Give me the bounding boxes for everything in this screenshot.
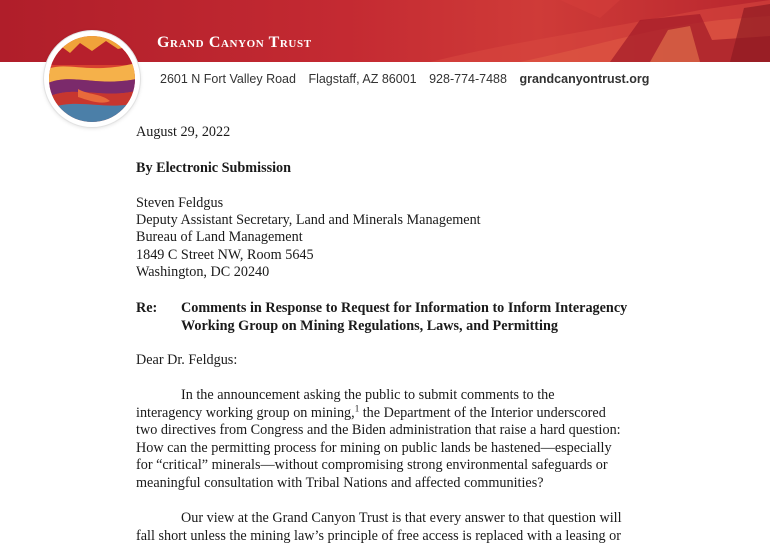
org-name: Grand Canyon Trust xyxy=(157,34,312,51)
paragraph-line: two directives from Congress and the Biden administration that raise a hard question: xyxy=(136,422,621,439)
logo-icon xyxy=(48,35,136,123)
letterhead-address xyxy=(160,72,649,86)
paragraph-line: In the announcement asking the public to submit comments to the xyxy=(181,387,555,403)
canyon-landscape-logo xyxy=(44,31,140,127)
subject-line xyxy=(181,300,641,335)
subject-text: Comments in Response to Request for Information to Inform Interagency xyxy=(181,300,628,316)
body-paragraph-1 xyxy=(136,387,621,493)
subject-text: Working Group on Mining Regulations, Laws, and Permitting xyxy=(181,317,558,334)
recipient-line: Washington, DC 20240 xyxy=(136,263,270,280)
salutation: Dear Dr. Feldgus: xyxy=(136,352,238,368)
paragraph-line: Our view at the Grand Canyon Trust is that every answer to that question will xyxy=(181,510,622,526)
recipient-line: Steven Feldgus xyxy=(136,195,224,211)
subject-label: Re: xyxy=(136,300,158,316)
delivery-method: By Electronic Submission xyxy=(136,160,292,176)
recipient-address-block xyxy=(136,195,481,281)
city-state-zip: Flagstaff, AZ 86001 xyxy=(308,72,417,86)
paragraph-text: interagency working group on mining, xyxy=(136,404,355,421)
paragraph-line: meaningful consultation with Tribal Nations and affected communities? xyxy=(136,474,544,491)
recipient-line: Bureau of Land Management xyxy=(136,229,303,246)
paragraph-line: for “critical” minerals—without compromising strong environmental safeguards or xyxy=(136,457,608,474)
phone-number: 928-774-7488 xyxy=(429,72,507,86)
recipient-line: 1849 C Street NW, Room 5645 xyxy=(136,246,314,263)
footnote-reference[interactable]: 1 xyxy=(354,402,360,413)
paragraph-line: fall short unless the mining law’s principle of free access is replaced with a leasing or xyxy=(136,527,621,544)
website-link[interactable]: grandcanyontrust.org xyxy=(519,72,650,86)
letter-date: August 29, 2022 xyxy=(136,124,231,140)
paragraph-text: the Department of the Interior underscored xyxy=(359,404,606,421)
paragraph-line xyxy=(136,402,621,423)
recipient-line: Deputy Assistant Secretary, Land and Minerals Management xyxy=(136,212,481,229)
paragraph-line: How can the permitting process for mining on public lands be hastened—especially xyxy=(136,439,612,456)
street-address: 2601 N Fort Valley Road xyxy=(160,72,296,86)
